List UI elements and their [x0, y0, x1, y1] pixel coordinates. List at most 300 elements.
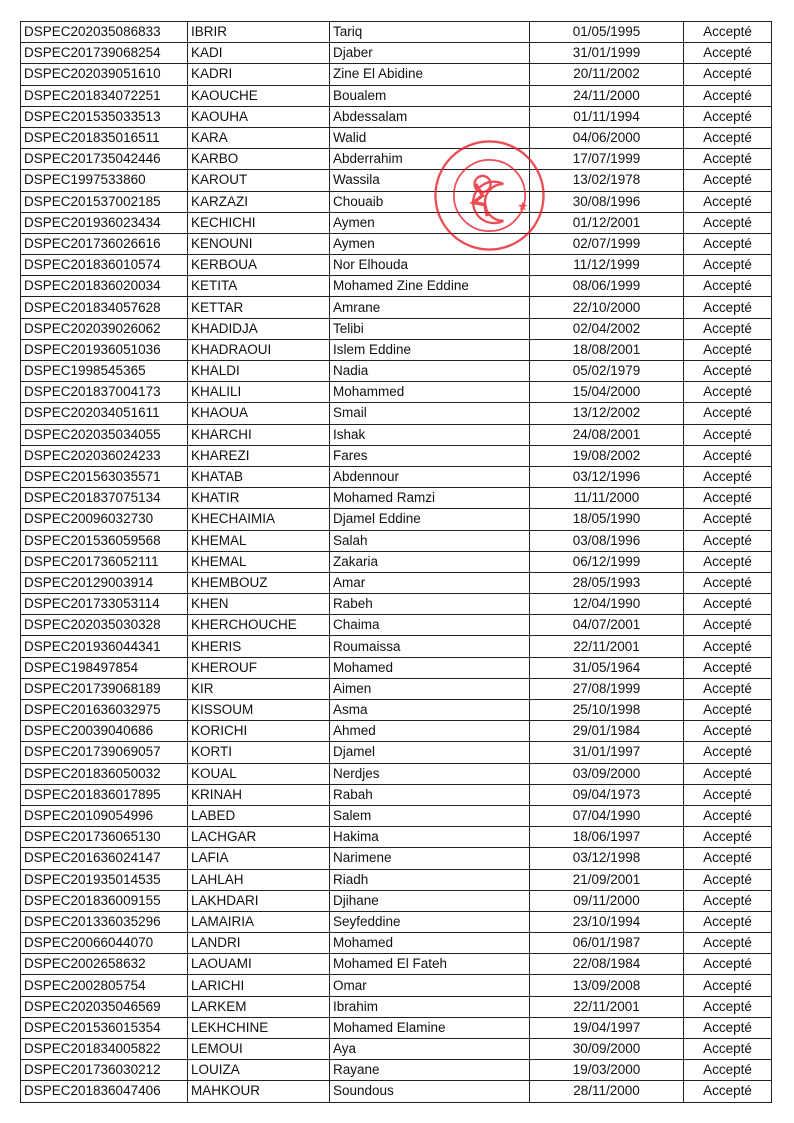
candidate-id-cell: DSPEC201536015354	[21, 1017, 188, 1038]
table-row	[21, 678, 772, 699]
candidate-id-cell: DSPEC201636024147	[21, 848, 188, 869]
last-name-cell: KHADIDJA	[188, 318, 330, 339]
first-name-cell: Amrane	[330, 297, 530, 318]
last-name-cell: LAMAIRIA	[188, 911, 330, 932]
candidate-id-cell: DSPEC2002805754	[21, 975, 188, 996]
table-row	[21, 530, 772, 551]
birth-date-cell: 02/04/2002	[530, 318, 684, 339]
status-cell: Accepté	[684, 64, 772, 85]
table-row	[21, 551, 772, 572]
table-row	[21, 784, 772, 805]
first-name-cell: Chouaib	[330, 191, 530, 212]
candidate-id-cell: DSPEC202039051610	[21, 64, 188, 85]
last-name-cell: LAKHDARI	[188, 890, 330, 911]
last-name-cell: KETTAR	[188, 297, 330, 318]
table-row	[21, 700, 772, 721]
status-cell: Accepté	[684, 488, 772, 509]
candidate-id-cell: DSPEC198497854	[21, 657, 188, 678]
status-cell: Accepté	[684, 996, 772, 1017]
first-name-cell: Chaima	[330, 615, 530, 636]
first-name-cell: Hakima	[330, 827, 530, 848]
first-name-cell: Mohamed Zine Eddine	[330, 276, 530, 297]
status-cell: Accepté	[684, 975, 772, 996]
birth-date-cell: 04/06/2000	[530, 127, 684, 148]
status-cell: Accepté	[684, 572, 772, 593]
first-name-cell: Mohammed	[330, 382, 530, 403]
last-name-cell: LABED	[188, 805, 330, 826]
last-name-cell: MAHKOUR	[188, 1081, 330, 1102]
status-cell: Accepté	[684, 233, 772, 254]
last-name-cell: LARICHI	[188, 975, 330, 996]
last-name-cell: KAROUT	[188, 170, 330, 191]
candidate-id-cell: DSPEC1997533860	[21, 170, 188, 191]
first-name-cell: Abdennour	[330, 466, 530, 487]
birth-date-cell: 09/04/1973	[530, 784, 684, 805]
birth-date-cell: 22/10/2000	[530, 297, 684, 318]
candidate-id-cell: DSPEC201736052111	[21, 551, 188, 572]
status-cell: Accepté	[684, 636, 772, 657]
birth-date-cell: 12/04/1990	[530, 594, 684, 615]
results-table	[20, 21, 772, 1103]
status-cell: Accepté	[684, 657, 772, 678]
table-row	[21, 233, 772, 254]
first-name-cell: Aymen	[330, 233, 530, 254]
first-name-cell: Djamel	[330, 742, 530, 763]
first-name-cell: Ishak	[330, 424, 530, 445]
table-row	[21, 933, 772, 954]
first-name-cell: Asma	[330, 700, 530, 721]
candidate-id-cell: DSPEC201836010574	[21, 255, 188, 276]
candidate-id-cell: DSPEC201836020034	[21, 276, 188, 297]
status-cell: Accepté	[684, 827, 772, 848]
table-row	[21, 297, 772, 318]
first-name-cell: Mohamed Elamine	[330, 1017, 530, 1038]
table-row	[21, 64, 772, 85]
status-cell: Accepté	[684, 255, 772, 276]
status-cell: Accepté	[684, 594, 772, 615]
last-name-cell: KHARCHI	[188, 424, 330, 445]
candidate-id-cell: DSPEC202035046569	[21, 996, 188, 1017]
first-name-cell: Tariq	[330, 22, 530, 43]
birth-date-cell: 03/08/1996	[530, 530, 684, 551]
last-name-cell: KARBO	[188, 149, 330, 170]
first-name-cell: Islem Eddine	[330, 339, 530, 360]
first-name-cell: Djihane	[330, 890, 530, 911]
status-cell: Accepté	[684, 530, 772, 551]
birth-date-cell: 13/12/2002	[530, 403, 684, 424]
candidate-id-cell: DSPEC201834057628	[21, 297, 188, 318]
birth-date-cell: 09/11/2000	[530, 890, 684, 911]
last-name-cell: KHALDI	[188, 361, 330, 382]
birth-date-cell: 24/11/2000	[530, 85, 684, 106]
birth-date-cell: 22/11/2001	[530, 636, 684, 657]
last-name-cell: KOUAL	[188, 763, 330, 784]
birth-date-cell: 30/09/2000	[530, 1039, 684, 1060]
last-name-cell: LEKHCHINE	[188, 1017, 330, 1038]
candidate-id-cell: DSPEC201835016511	[21, 127, 188, 148]
birth-date-cell: 22/08/1984	[530, 954, 684, 975]
status-cell: Accepté	[684, 318, 772, 339]
first-name-cell: Rayane	[330, 1060, 530, 1081]
candidate-id-cell: DSPEC201936051036	[21, 339, 188, 360]
table-row	[21, 361, 772, 382]
first-name-cell: Narimene	[330, 848, 530, 869]
birth-date-cell: 01/12/2001	[530, 212, 684, 233]
last-name-cell: KENOUNI	[188, 233, 330, 254]
candidate-id-cell: DSPEC202035030328	[21, 615, 188, 636]
candidate-id-cell: DSPEC202039026062	[21, 318, 188, 339]
table-row	[21, 403, 772, 424]
candidate-id-cell: DSPEC201739068189	[21, 678, 188, 699]
birth-date-cell: 04/07/2001	[530, 615, 684, 636]
table-row	[21, 212, 772, 233]
table-row	[21, 445, 772, 466]
candidate-id-cell: DSPEC20096032730	[21, 509, 188, 530]
status-cell: Accepté	[684, 1060, 772, 1081]
birth-date-cell: 05/02/1979	[530, 361, 684, 382]
first-name-cell: Mohamed Ramzi	[330, 488, 530, 509]
birth-date-cell: 11/11/2000	[530, 488, 684, 509]
candidate-id-cell: DSPEC1998545365	[21, 361, 188, 382]
birth-date-cell: 22/11/2001	[530, 996, 684, 1017]
last-name-cell: KHATIR	[188, 488, 330, 509]
birth-date-cell: 03/12/1998	[530, 848, 684, 869]
first-name-cell: Nadia	[330, 361, 530, 382]
candidate-id-cell: DSPEC202034051611	[21, 403, 188, 424]
status-cell: Accepté	[684, 43, 772, 64]
birth-date-cell: 28/11/2000	[530, 1081, 684, 1102]
table-row	[21, 276, 772, 297]
status-cell: Accepté	[684, 127, 772, 148]
last-name-cell: LAHLAH	[188, 869, 330, 890]
last-name-cell: LAFIA	[188, 848, 330, 869]
candidate-id-cell: DSPEC201834005822	[21, 1039, 188, 1060]
birth-date-cell: 19/03/2000	[530, 1060, 684, 1081]
birth-date-cell: 15/04/2000	[530, 382, 684, 403]
status-cell: Accepté	[684, 170, 772, 191]
last-name-cell: KADRI	[188, 64, 330, 85]
last-name-cell: LACHGAR	[188, 827, 330, 848]
last-name-cell: KHEMAL	[188, 551, 330, 572]
status-cell: Accepté	[684, 85, 772, 106]
first-name-cell: Salah	[330, 530, 530, 551]
candidate-id-cell: DSPEC201834072251	[21, 85, 188, 106]
birth-date-cell: 06/12/1999	[530, 551, 684, 572]
last-name-cell: LOUIZA	[188, 1060, 330, 1081]
last-name-cell: KECHICHI	[188, 212, 330, 233]
table-row	[21, 339, 772, 360]
birth-date-cell: 23/10/1994	[530, 911, 684, 932]
birth-date-cell: 18/05/1990	[530, 509, 684, 530]
table-row	[21, 1017, 772, 1038]
candidate-id-cell: DSPEC20066044070	[21, 933, 188, 954]
birth-date-cell: 06/01/1987	[530, 933, 684, 954]
first-name-cell: Walid	[330, 127, 530, 148]
birth-date-cell: 07/04/1990	[530, 805, 684, 826]
status-cell: Accepté	[684, 551, 772, 572]
candidate-id-cell: DSPEC202036024233	[21, 445, 188, 466]
first-name-cell: Wassila	[330, 170, 530, 191]
table-row	[21, 742, 772, 763]
birth-date-cell: 21/09/2001	[530, 869, 684, 890]
birth-date-cell: 31/05/1964	[530, 657, 684, 678]
first-name-cell: Roumaissa	[330, 636, 530, 657]
candidate-id-cell: DSPEC201836047406	[21, 1081, 188, 1102]
table-row	[21, 636, 772, 657]
last-name-cell: KISSOUM	[188, 700, 330, 721]
candidate-id-cell: DSPEC201739068254	[21, 43, 188, 64]
table-row	[21, 106, 772, 127]
candidate-id-cell: DSPEC20039040686	[21, 721, 188, 742]
table-row	[21, 805, 772, 826]
status-cell: Accepté	[684, 382, 772, 403]
candidate-id-cell: DSPEC20109054996	[21, 805, 188, 826]
status-cell: Accepté	[684, 276, 772, 297]
table-row	[21, 1081, 772, 1102]
status-cell: Accepté	[684, 424, 772, 445]
candidate-id-cell: DSPEC201735042446	[21, 149, 188, 170]
last-name-cell: KHEMAL	[188, 530, 330, 551]
candidate-id-cell: DSPEC201336035296	[21, 911, 188, 932]
first-name-cell: Djaber	[330, 43, 530, 64]
status-cell: Accepté	[684, 339, 772, 360]
last-name-cell: LEMOUI	[188, 1039, 330, 1060]
first-name-cell: Boualem	[330, 85, 530, 106]
last-name-cell: KAOUHA	[188, 106, 330, 127]
status-cell: Accepté	[684, 403, 772, 424]
table-row	[21, 1060, 772, 1081]
status-cell: Accepté	[684, 445, 772, 466]
candidate-id-cell: DSPEC201636032975	[21, 700, 188, 721]
first-name-cell: Telibi	[330, 318, 530, 339]
table-row	[21, 22, 772, 43]
table-row	[21, 890, 772, 911]
candidate-id-cell: DSPEC201837075134	[21, 488, 188, 509]
birth-date-cell: 01/05/1995	[530, 22, 684, 43]
last-name-cell: KHEMBOUZ	[188, 572, 330, 593]
status-cell: Accepté	[684, 933, 772, 954]
birth-date-cell: 11/12/1999	[530, 255, 684, 276]
last-name-cell: KORTI	[188, 742, 330, 763]
birth-date-cell: 03/09/2000	[530, 763, 684, 784]
first-name-cell: Aymen	[330, 212, 530, 233]
last-name-cell: KHECHAIMIA	[188, 509, 330, 530]
last-name-cell: KHEROUF	[188, 657, 330, 678]
birth-date-cell: 17/07/1999	[530, 149, 684, 170]
birth-date-cell: 02/07/1999	[530, 233, 684, 254]
status-cell: Accepté	[684, 1039, 772, 1060]
birth-date-cell: 31/01/1999	[530, 43, 684, 64]
last-name-cell: KHADRAOUI	[188, 339, 330, 360]
status-cell: Accepté	[684, 297, 772, 318]
birth-date-cell: 28/05/1993	[530, 572, 684, 593]
birth-date-cell: 19/08/2002	[530, 445, 684, 466]
candidate-id-cell: DSPEC201739069057	[21, 742, 188, 763]
table-row	[21, 763, 772, 784]
birth-date-cell: 13/02/1978	[530, 170, 684, 191]
candidate-id-cell: DSPEC201836017895	[21, 784, 188, 805]
candidate-id-cell: DSPEC201736030212	[21, 1060, 188, 1081]
last-name-cell: KHATAB	[188, 466, 330, 487]
candidate-id-cell: DSPEC201935014535	[21, 869, 188, 890]
table-row	[21, 170, 772, 191]
first-name-cell: Riadh	[330, 869, 530, 890]
last-name-cell: KARA	[188, 127, 330, 148]
table-row	[21, 466, 772, 487]
table-row	[21, 127, 772, 148]
first-name-cell: Nerdjes	[330, 763, 530, 784]
first-name-cell: Aimen	[330, 678, 530, 699]
last-name-cell: KAOUCHE	[188, 85, 330, 106]
status-cell: Accepté	[684, 361, 772, 382]
table-row	[21, 191, 772, 212]
birth-date-cell: 08/06/1999	[530, 276, 684, 297]
status-cell: Accepté	[684, 784, 772, 805]
status-cell: Accepté	[684, 805, 772, 826]
birth-date-cell: 19/04/1997	[530, 1017, 684, 1038]
last-name-cell: KERBOUA	[188, 255, 330, 276]
table-row	[21, 657, 772, 678]
status-cell: Accepté	[684, 890, 772, 911]
status-cell: Accepté	[684, 954, 772, 975]
table-row	[21, 911, 772, 932]
candidate-id-cell: DSPEC201537002185	[21, 191, 188, 212]
table-row	[21, 869, 772, 890]
status-cell: Accepté	[684, 869, 772, 890]
candidate-id-cell: DSPEC201936044341	[21, 636, 188, 657]
table-row	[21, 721, 772, 742]
table-row	[21, 615, 772, 636]
status-cell: Accepté	[684, 466, 772, 487]
status-cell: Accepté	[684, 615, 772, 636]
first-name-cell: Mohamed	[330, 933, 530, 954]
first-name-cell: Soundous	[330, 1081, 530, 1102]
birth-date-cell: 18/06/1997	[530, 827, 684, 848]
first-name-cell: Salem	[330, 805, 530, 826]
table-row	[21, 848, 772, 869]
birth-date-cell: 24/08/2001	[530, 424, 684, 445]
birth-date-cell: 30/08/1996	[530, 191, 684, 212]
birth-date-cell: 03/12/1996	[530, 466, 684, 487]
last-name-cell: KHAREZI	[188, 445, 330, 466]
first-name-cell: Smail	[330, 403, 530, 424]
status-cell: Accepté	[684, 721, 772, 742]
table-row	[21, 382, 772, 403]
status-cell: Accepté	[684, 149, 772, 170]
first-name-cell: Abdessalam	[330, 106, 530, 127]
birth-date-cell: 31/01/1997	[530, 742, 684, 763]
first-name-cell: Nor Elhouda	[330, 255, 530, 276]
candidate-id-cell: DSPEC20129003914	[21, 572, 188, 593]
first-name-cell: Abderrahim	[330, 149, 530, 170]
table-row	[21, 572, 772, 593]
first-name-cell: Zine El Abidine	[330, 64, 530, 85]
svg-text:★: ★	[517, 199, 529, 214]
last-name-cell: KARZAZI	[188, 191, 330, 212]
status-cell: Accepté	[684, 191, 772, 212]
first-name-cell: Ahmed	[330, 721, 530, 742]
first-name-cell: Rabah	[330, 784, 530, 805]
table-row	[21, 594, 772, 615]
candidate-id-cell: DSPEC202035034055	[21, 424, 188, 445]
birth-date-cell: 25/10/1998	[530, 700, 684, 721]
first-name-cell: Aya	[330, 1039, 530, 1060]
first-name-cell: Mohamed El Fateh	[330, 954, 530, 975]
table-row	[21, 509, 772, 530]
birth-date-cell: 18/08/2001	[530, 339, 684, 360]
last-name-cell: IBRIR	[188, 22, 330, 43]
table-row	[21, 488, 772, 509]
last-name-cell: KHAOUA	[188, 403, 330, 424]
candidate-id-cell: DSPEC201836050032	[21, 763, 188, 784]
table-row	[21, 827, 772, 848]
candidate-id-cell: DSPEC201836009155	[21, 890, 188, 911]
status-cell: Accepté	[684, 742, 772, 763]
first-name-cell: Seyfeddine	[330, 911, 530, 932]
table-row	[21, 43, 772, 64]
candidate-id-cell: DSPEC201536059568	[21, 530, 188, 551]
table-row	[21, 996, 772, 1017]
last-name-cell: KHERCHOUCHE	[188, 615, 330, 636]
first-name-cell: Omar	[330, 975, 530, 996]
candidate-id-cell: DSPEC201936023434	[21, 212, 188, 233]
status-cell: Accepté	[684, 700, 772, 721]
first-name-cell: Ibrahim	[330, 996, 530, 1017]
status-cell: Accepté	[684, 1017, 772, 1038]
last-name-cell: KHEN	[188, 594, 330, 615]
last-name-cell: KHERIS	[188, 636, 330, 657]
last-name-cell: KRINAH	[188, 784, 330, 805]
status-cell: Accepté	[684, 22, 772, 43]
last-name-cell: KHALILI	[188, 382, 330, 403]
status-cell: Accepté	[684, 212, 772, 233]
first-name-cell: Amar	[330, 572, 530, 593]
last-name-cell: LANDRI	[188, 933, 330, 954]
last-name-cell: KETITA	[188, 276, 330, 297]
birth-date-cell: 27/08/1999	[530, 678, 684, 699]
table-row	[21, 318, 772, 339]
last-name-cell: LAOUAMI	[188, 954, 330, 975]
last-name-cell: KADI	[188, 43, 330, 64]
status-cell: Accepté	[684, 848, 772, 869]
status-cell: Accepté	[684, 911, 772, 932]
birth-date-cell: 29/01/1984	[530, 721, 684, 742]
candidate-id-cell: DSPEC201736065130	[21, 827, 188, 848]
table-row	[21, 85, 772, 106]
status-cell: Accepté	[684, 509, 772, 530]
candidate-id-cell: DSPEC201837004173	[21, 382, 188, 403]
first-name-cell: Mohamed	[330, 657, 530, 678]
status-cell: Accepté	[684, 1081, 772, 1102]
candidate-id-cell: DSPEC201535033513	[21, 106, 188, 127]
status-cell: Accepté	[684, 763, 772, 784]
first-name-cell: Djamel Eddine	[330, 509, 530, 530]
candidate-id-cell: DSPEC201733053114	[21, 594, 188, 615]
birth-date-cell: 13/09/2008	[530, 975, 684, 996]
first-name-cell: Rabeh	[330, 594, 530, 615]
last-name-cell: KORICHI	[188, 721, 330, 742]
table-row	[21, 255, 772, 276]
table-row	[21, 424, 772, 445]
first-name-cell: Fares	[330, 445, 530, 466]
status-cell: Accepté	[684, 106, 772, 127]
table-row	[21, 1039, 772, 1060]
first-name-cell: Zakaria	[330, 551, 530, 572]
candidate-id-cell: DSPEC202035086833	[21, 22, 188, 43]
status-cell: Accepté	[684, 678, 772, 699]
last-name-cell: KIR	[188, 678, 330, 699]
birth-date-cell: 20/11/2002	[530, 64, 684, 85]
